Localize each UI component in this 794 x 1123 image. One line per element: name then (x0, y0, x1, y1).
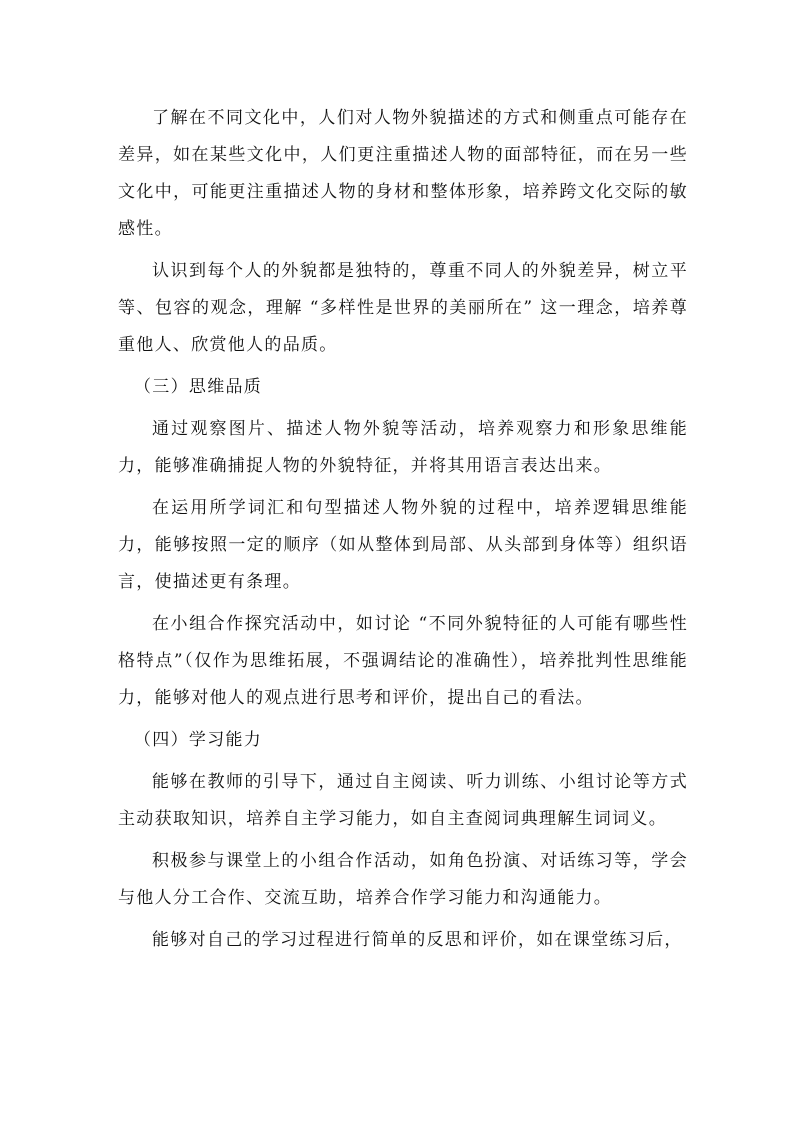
document-body (118, 100, 688, 964)
paragraph-cross-cultural-awareness: 了解在不同文化中，人们对人物外貌描述的方式和侧重点可能存在差异，如在某些文化中，人们更注重描述人物的面部特征，而在另一些文化中，可能更注重描述人物的身材和整体形象，培养跨文化交际的敏感性。 (118, 108, 688, 239)
paragraph-reflection: 能够对自己的学习过程进行简单的反思和评价，如在课堂练习后， (152, 930, 683, 950)
paragraph-logical-thinking: 在运用所学词汇和句型描述人物外貌的过程中，培养逻辑思维能力，能够按照一定的顺序（如从整体到局部、从头部到身体等）组织语言，使描述更有条理。 (118, 498, 688, 592)
paragraph-critical-thinking: 在小组合作探究活动中，如讨论 “不同外貌特征的人可能有哪些性格特点”（仅作为思维拓展，不强调结论的准确性），培养批判性思维能力，能够对他人的观点进行思考和评价，提出自己的看法。 (118, 614, 688, 708)
paragraph-cooperative-learning: 积极参与课堂上的小组合作活动，如角色扮演、对话练习等，学会与他人分工合作、交流互助，培养合作学习能力和沟通能力。 (118, 851, 688, 908)
paragraph-self-learning: 能够在教师的引导下，通过自主阅读、听力训练、小组讨论等方式主动获取知识，培养自主学习能力，如自主查阅词典理解生词词义。 (118, 772, 688, 829)
section-heading-learning-ability: （四）学习能力 (134, 730, 263, 750)
section-heading-thinking-quality: （三）思维品质 (134, 377, 263, 397)
paragraph-respect-diversity: 认识到每个人的外貌都是独特的，尊重不同人的外貌差异，树立平等、包容的观念，理解 “多样性是世界的美丽所在” 这一理念，培养尊重他人、欣赏他人的品质。 (118, 261, 688, 355)
paragraph-observation-thinking: 通过观察图片、描述人物外貌等活动，培养观察力和形象思维能力，能够准确捕捉人物的外貌特征，并将其用语言表达出来。 (118, 419, 688, 476)
